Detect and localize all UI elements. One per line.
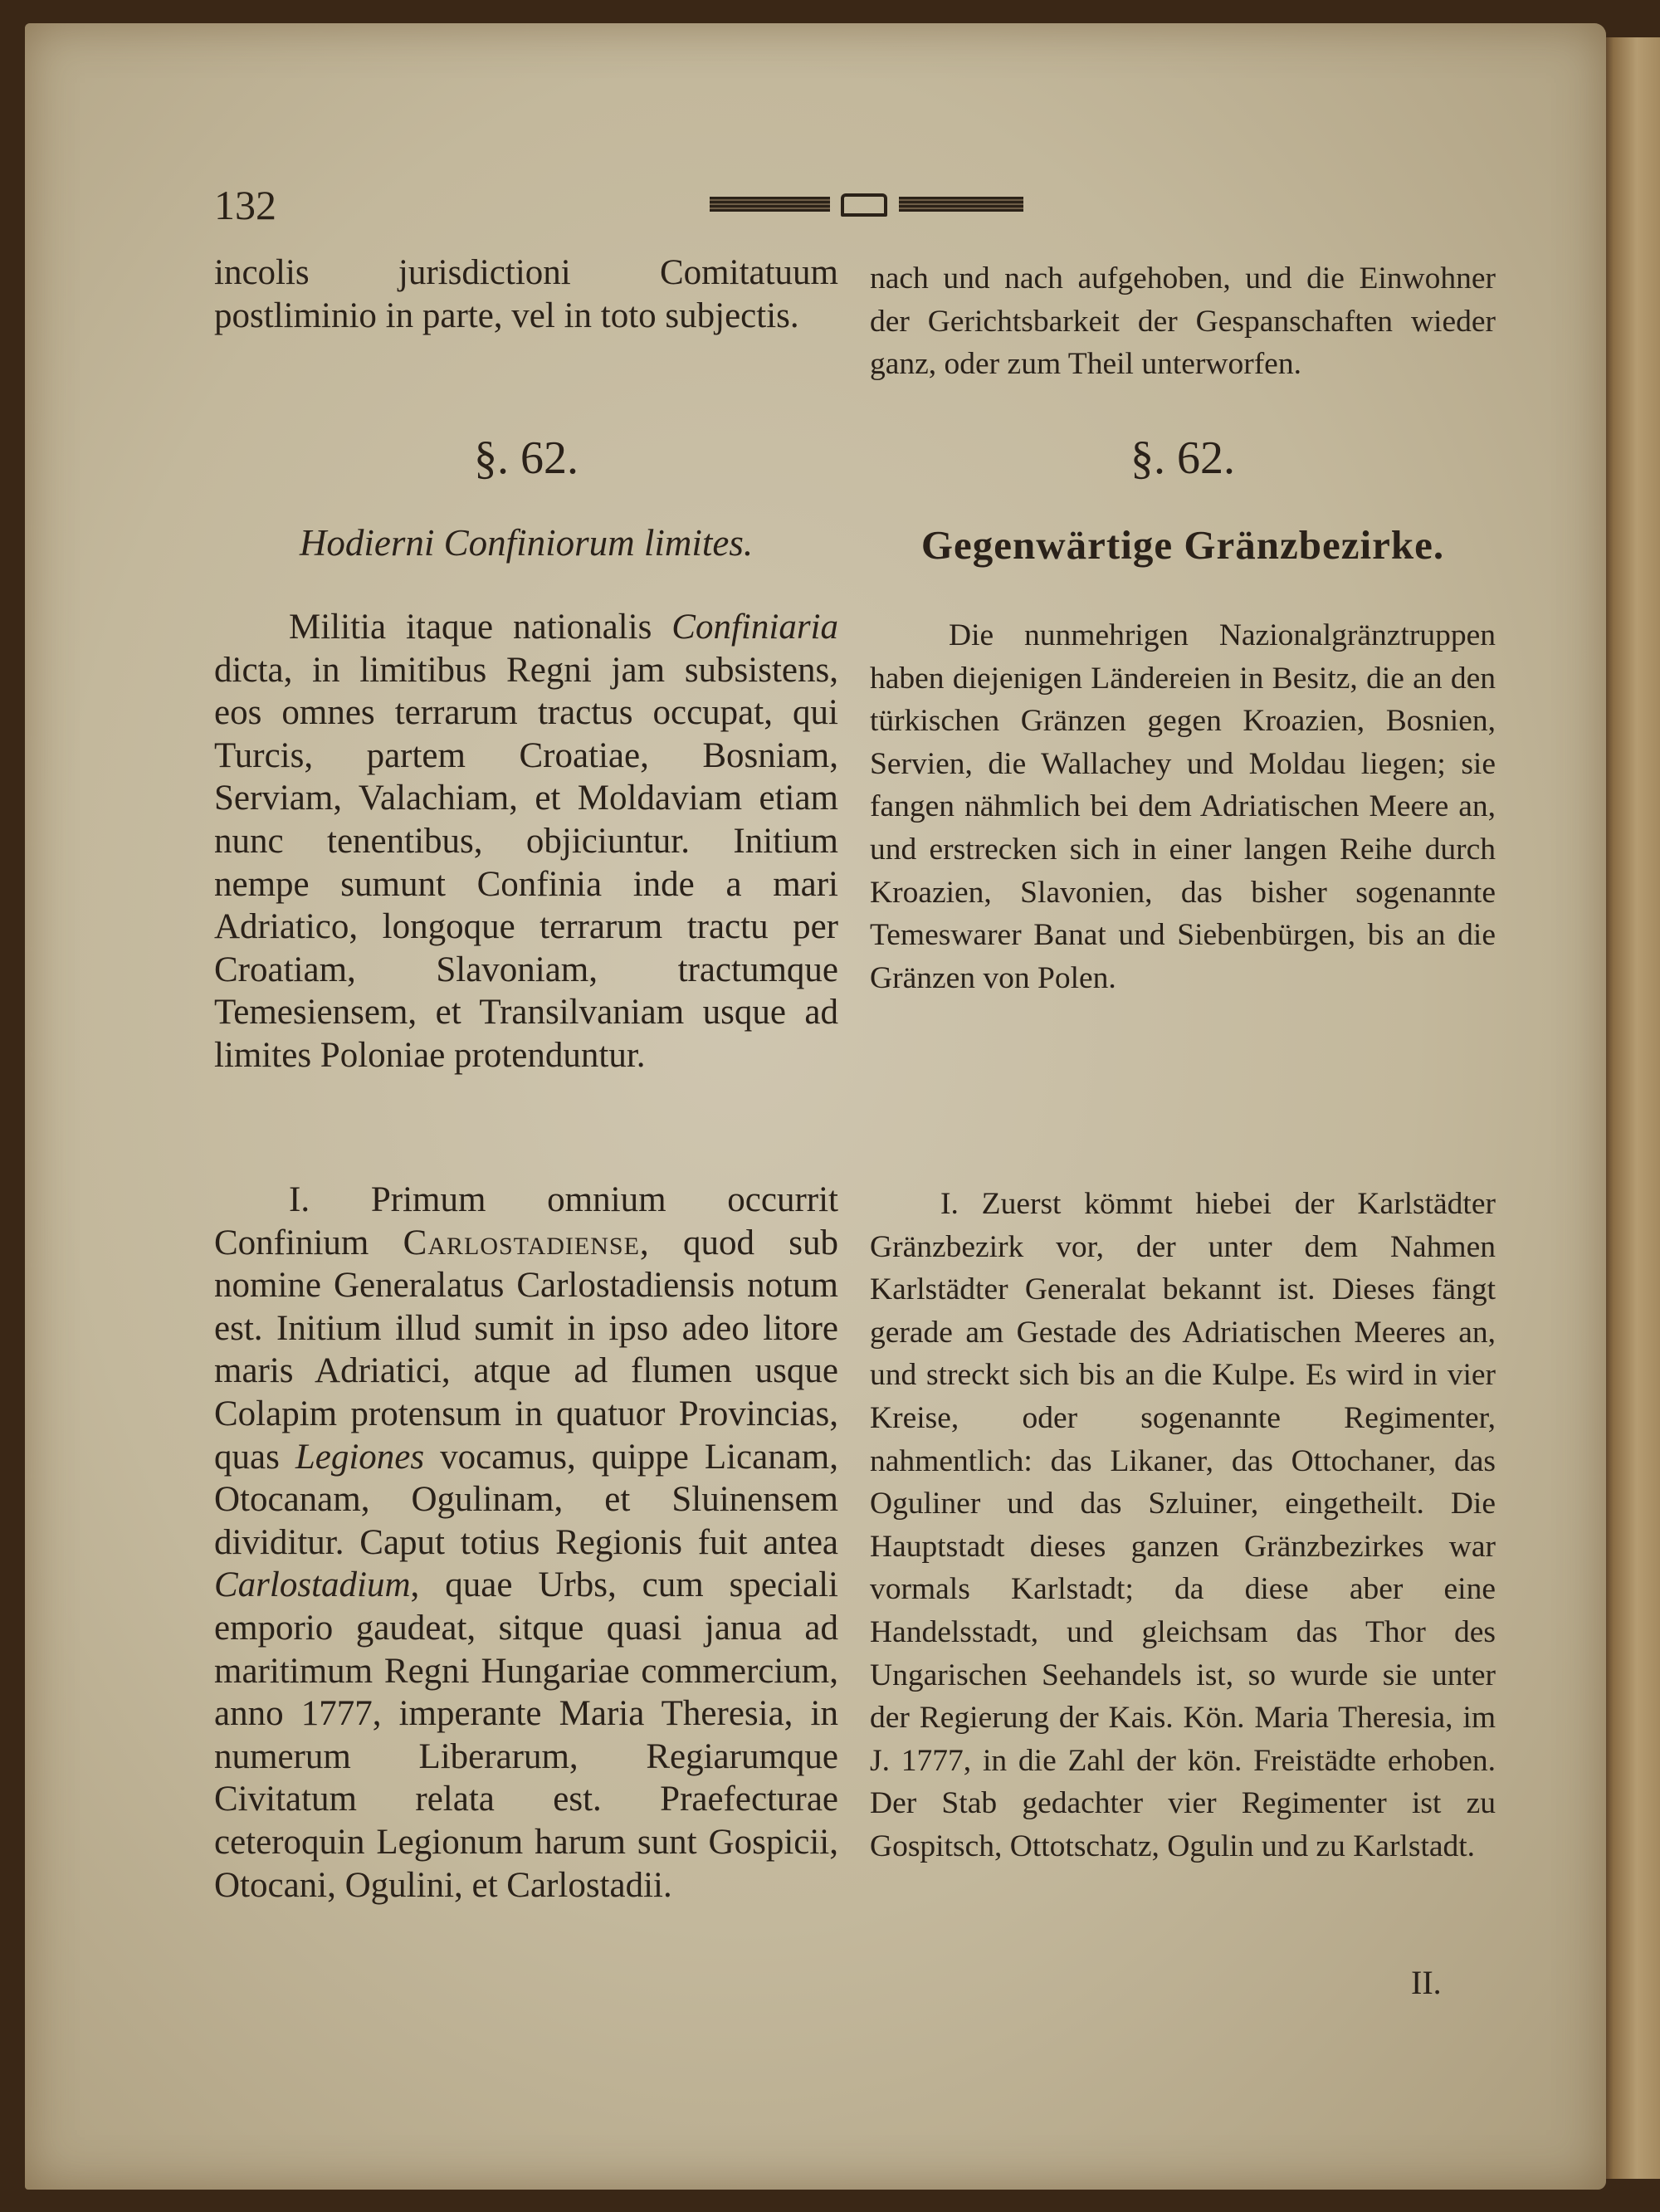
right-p1-text: Die nunmehrigen Nazionalgränztruppen haben diejenigen Ländereien in Besitz, die an den türkischen Gränzen gegen Kroazien, Bosnien, Servien, die Wallachey und Moldau liegen; sie fangen nähmlich bei dem Adriatischen Meere an, und erstrecken sich in einer langen Reihe durch Kroazien, Slavonien, das bisher sogenannte Temeswarer Banat und Siebenbürgen, bis an die Gränzen von Polen. — [870, 618, 1496, 995]
catchword: II. — [1411, 1964, 1442, 2001]
left-p1-italic: Confiniaria — [671, 608, 838, 647]
facing-page-edge — [1602, 37, 1660, 2179]
right-section-heading: Gegenwärtige Gränzbezirke. — [920, 522, 1445, 568]
left-carryover-text — [214, 251, 838, 337]
left-section-heading: Hodierni Confiniorum limites. — [299, 522, 754, 564]
right-carryover-text — [870, 257, 1496, 386]
left-carryover-paragraph: incolis jurisdictioni Comitatuum postliminio in parte, vel in toto subjectis. — [214, 253, 838, 335]
page-number: 132 — [214, 182, 276, 228]
left-p2-italic-1: Legiones — [295, 1437, 425, 1477]
left-p2-italic-2: Carlostadium — [214, 1565, 411, 1605]
left-p2-smallcaps: Carlostadiense — [403, 1223, 640, 1262]
ornament-bar-right — [899, 197, 1023, 212]
left-paragraph-1 — [214, 606, 838, 1077]
right-paragraph-1 — [870, 614, 1496, 999]
right-p2-text: I. Zuerst kömmt hiebei der Karlstädter Gränzbezirk vor, der unter dem Nahmen Karlstädter Generalat bekannt ist. Dieses fängt gerade am Gestade des Adriatischen Meeres an, und streckt sich bis an die Kulpe. Es wird in vier Kreise, oder sogenannte Regimenter, nahmentlich: das Likaner, das Ottochaner, das Oguliner und das Szluiner, eingetheilt. Die Hauptstadt dieses ganzen Gränzbezirkes war vormals Karlstadt; da diese aber eine Handelsstadt, und gleichsam das Thor des Ungarischen Seehandels ist, so wurde sie unter der Regierung der Kais. Kön. Maria Theresia, im J. 1777, in die Zahl der kön. Freistädte erhoben. Der Stab gedachter vier Regimenter ist zu Gospitsch, Ottotschatz, Ogulin und zu Karlstadt. — [870, 1187, 1496, 1863]
left-p1-text-a: Militia itaque nationalis — [289, 608, 672, 647]
ornament-bar-left — [710, 197, 830, 212]
left-p1-text-b: dicta, in limitibus Regni jam subsistens, eos omnes terrarum tractus occupat, qui Turcis, partem Croatiae, Bosniam, Serviam, Valachiam, et Moldaviam etiam nunc tenentibus, objiciuntur. Initium nempe sumunt Confinia inde a mari Adriatico, longoque terrarum tractu per Croatiam, Slavoniam, tractumque Temesiensem, et Transilvaniam usque ad limites Poloniae protenduntur. — [214, 650, 838, 1075]
left-section-number: §. 62. — [474, 432, 579, 484]
right-paragraph-2 — [870, 1183, 1496, 1868]
left-p2-text-d: , quae Urbs, cum speciali emporio gaudeat, sitque quasi janua ad maritimum Regni Hungariae commercium, anno 1777, imperante Maria Theresia, in numerum Liberarum, Regiarumque Civitatum relata est. Praefecturae ceteroquin Legionum harum sunt Gospicii, Otocani, Ogulini, et Carlostadii. — [214, 1565, 838, 1905]
header-ornament — [710, 188, 1025, 222]
left-p2-text-b: , quod sub nomine Generalatus Carlostadiensis notum est. Initium illud sumit in ipso adeo litore maris Adriatici, atque ad flumen usque Colapim protensum in quatuor Provincias, quas — [214, 1223, 838, 1477]
right-section-number: §. 62. — [1130, 432, 1235, 484]
left-p2-text-c: vocamus, quippe Licanam, Otocanam, Ogulinam, et Sluinensem dividitur. Caput totius Regionis fuit antea — [214, 1437, 838, 1562]
left-paragraph-2 — [214, 1179, 838, 1907]
ornament-center — [841, 193, 887, 217]
left-p2-lead: I. Primum omnium occurrit Confinium — [214, 1180, 838, 1262]
right-carryover-paragraph: nach und nach aufgehoben, und die Einwohner der Gerichtsbarkeit der Gespanschaften wieder ganz, oder zum Theil unterworfen. — [870, 261, 1496, 382]
